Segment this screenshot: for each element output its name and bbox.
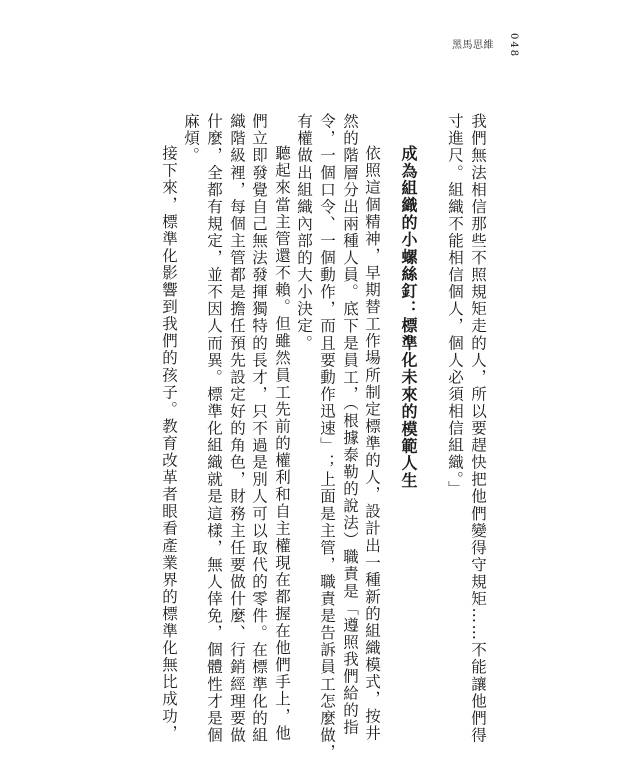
text-line: 們立即發覺自己無法發揮獨特的長才，只不過是別人可以取代的零件。在標準化的組: [250, 113, 268, 744]
text-line: 依照這個精神，早期替工作場所制定標準的人，設計出一種新的組織模式，按井: [363, 145, 381, 742]
running-title: 黑馬思維: [452, 40, 494, 51]
text-line: 聽起來當主管還不賴。但雖然員工先前的權利和自主權現在都握在他們手上，他: [273, 145, 291, 742]
page-number: 048: [508, 33, 519, 59]
text-line: 令，一個口令、一個動作，而且要動作迅速」；上面是主管，職責是告訴員工怎麼做，: [318, 113, 336, 761]
text-line: 有權做出組織內部的大小決定。: [295, 113, 313, 352]
text-line: 接下來，標準化影響到我們的孩子。教育改革者眼看產業界的標準化無比成功，: [160, 145, 178, 742]
text-line: 寸進尺。組織不能相信個人，個人必須相信組織。」: [446, 113, 464, 498]
text-line: 然的階層分出兩種人員。底下是員工，（根據泰勒的說法）職責是「遵照我們給的指: [341, 113, 359, 737]
text-line: 麻煩。: [182, 113, 200, 165]
text-line: 我們無法相信那些不照規矩走的人，所以要趕快把他們變得守規矩……不能讓他們得: [469, 113, 487, 744]
section-heading: 成為組織的小螺絲釘：標準化未來的模範人生: [399, 145, 418, 489]
text-line: 什麼，全都有規定，並不因人而異。標準化組織就是這樣，無人倖免，個體性才是個: [205, 113, 223, 744]
text-line: 織階級裡，每個主管都是擔任預先設定好的角色，財務主任要做什麼、行銷經理要做: [228, 113, 246, 744]
